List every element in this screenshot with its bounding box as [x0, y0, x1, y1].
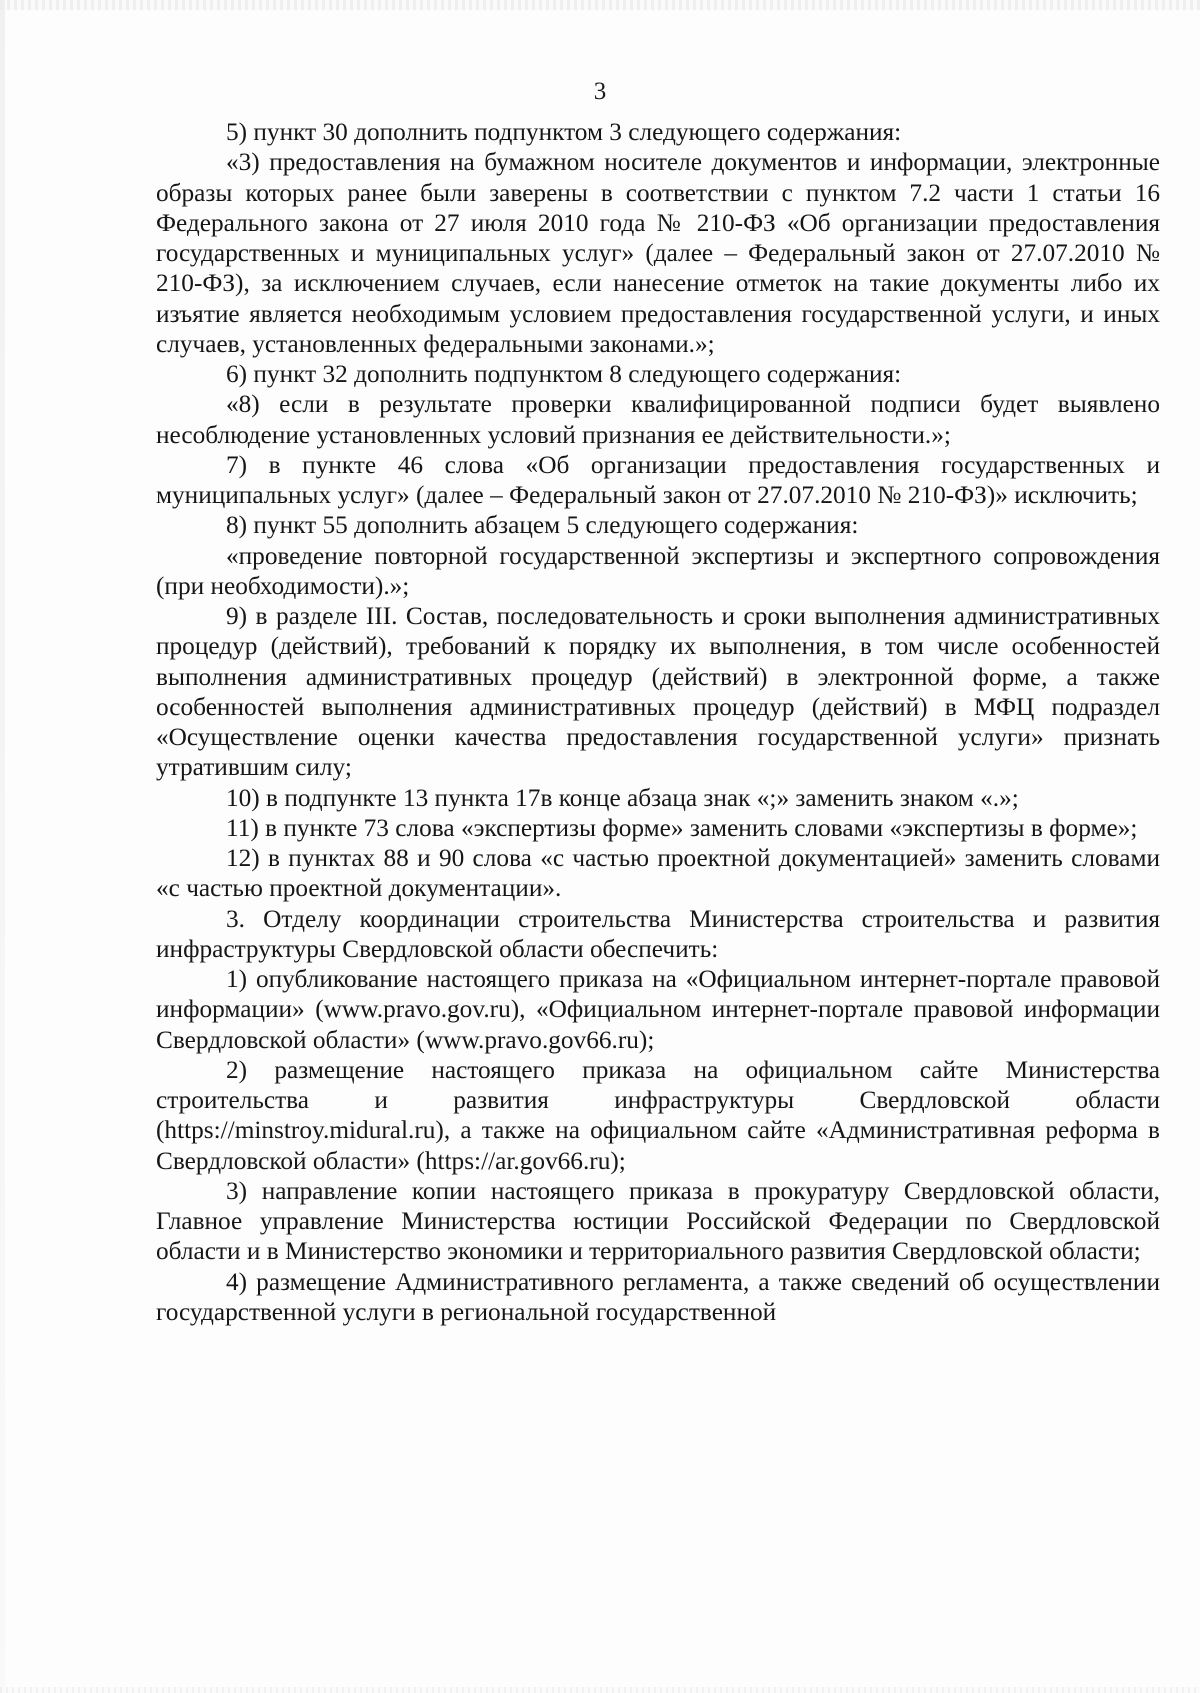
- scan-top-edge: [0, 0, 1200, 10]
- paragraph: 9) в разделе III. Состав, последовательность и сроки выполнения административных процедур (действий), требований к порядку их выполнения, в том числе особенностей выполнения административных процедур (действий) в электронной форме, а также особенностей выполнения административных процедур (действий) в МФЦ подраздел «Осуществление оценки качества предоставления государственной услуги» признать утратившим силу;: [156, 602, 1160, 782]
- paragraph: 3. Отделу координации строительства Министерства строительства и развития инфраструктуры Свердловской области обеспечить:: [156, 904, 1160, 963]
- paragraph: «проведение повторной государственной экспертизы и экспертного сопровождения (при необходимости).»;: [156, 541, 1160, 600]
- paragraph: 1) опубликование настоящего приказа на «Официальном интернет-портале правовой информации» (www.pravo.gov.ru), «Официальном интернет-портале правовой информации Свердловской области» (www.pravo.gov66.ru);: [156, 965, 1160, 1054]
- paragraph: 7) в пункте 46 слова «Об организации предоставления государственных и муниципальных услуг» (далее – Федеральный закон от 27.07.2010 № 210-ФЗ)» исключить;: [156, 450, 1160, 509]
- paragraph: 6) пункт 32 дополнить подпунктом 8 следующего содержания:: [226, 360, 902, 388]
- paragraph: 12) в пунктах 88 и 90 слова «с частью проектной документацией» заменить словами «с частью проектной документации».: [156, 844, 1160, 903]
- paragraph: 8) пункт 55 дополнить абзацем 5 следующего содержания:: [226, 511, 859, 540]
- paragraph: 3) направление копии настоящего приказа в прокуратуру Свердловской области, Главное управление Министерства юстиции Российской Федерации по Свердловской области и в Министерство экономики и территориального развития Свердловской области;: [156, 1176, 1160, 1266]
- scan-bottom-edge: [0, 1687, 1200, 1693]
- paragraph: «3) предоставления на бумажном носителе документов и информации, электронные образы которых ранее были заверены в соответствии с пунктом 7.2 части 1 статьи 16 Федерального закона от 27 июля 2010 года № 210-ФЗ «Об организации предоставления государственных и муниципальных услуг» (далее – Федеральный закон от 27.07.2010 № 210-ФЗ), за исключением случаев, если нанесение отметок на такие документы либо их изъятие является необходимым условием предоставления государственной услуги, и иных случаев, установленных федеральными законами.»;: [156, 148, 1160, 358]
- paragraph: «8) если в результате проверки квалифицированной подписи будет выявлено несоблюдение установленных условий признания ее действительности.»;: [156, 390, 1160, 449]
- paragraph: 2) размещение настоящего приказа на официальном сайте Министерства строительства и развития инфраструктуры Свердловской области (https://minstroy.midural.ru), а также на официальном сайте «Административная реформа в Свердловской области» (https://ar.gov66.ru);: [156, 1055, 1160, 1175]
- page-number: 3: [593, 78, 607, 105]
- scan-left-edge: [0, 0, 5, 1693]
- paragraph: 11) в пункте 73 слова «экспертизы форме» заменить словами «экспертизы в форме»;: [226, 813, 1138, 842]
- document-body: [156, 117, 1160, 1327]
- paragraph: 4) размещение Административного регламента, а также сведений об осуществлении государственной услуги в региональной государственной: [156, 1267, 1160, 1326]
- paragraph: 5) пункт 30 дополнить подпунктом 3 следующего содержания:: [226, 118, 902, 146]
- paragraph: 10) в подпункте 13 пункта 17в конце абзаца знак «;» заменить знаком «.»;: [226, 783, 1019, 812]
